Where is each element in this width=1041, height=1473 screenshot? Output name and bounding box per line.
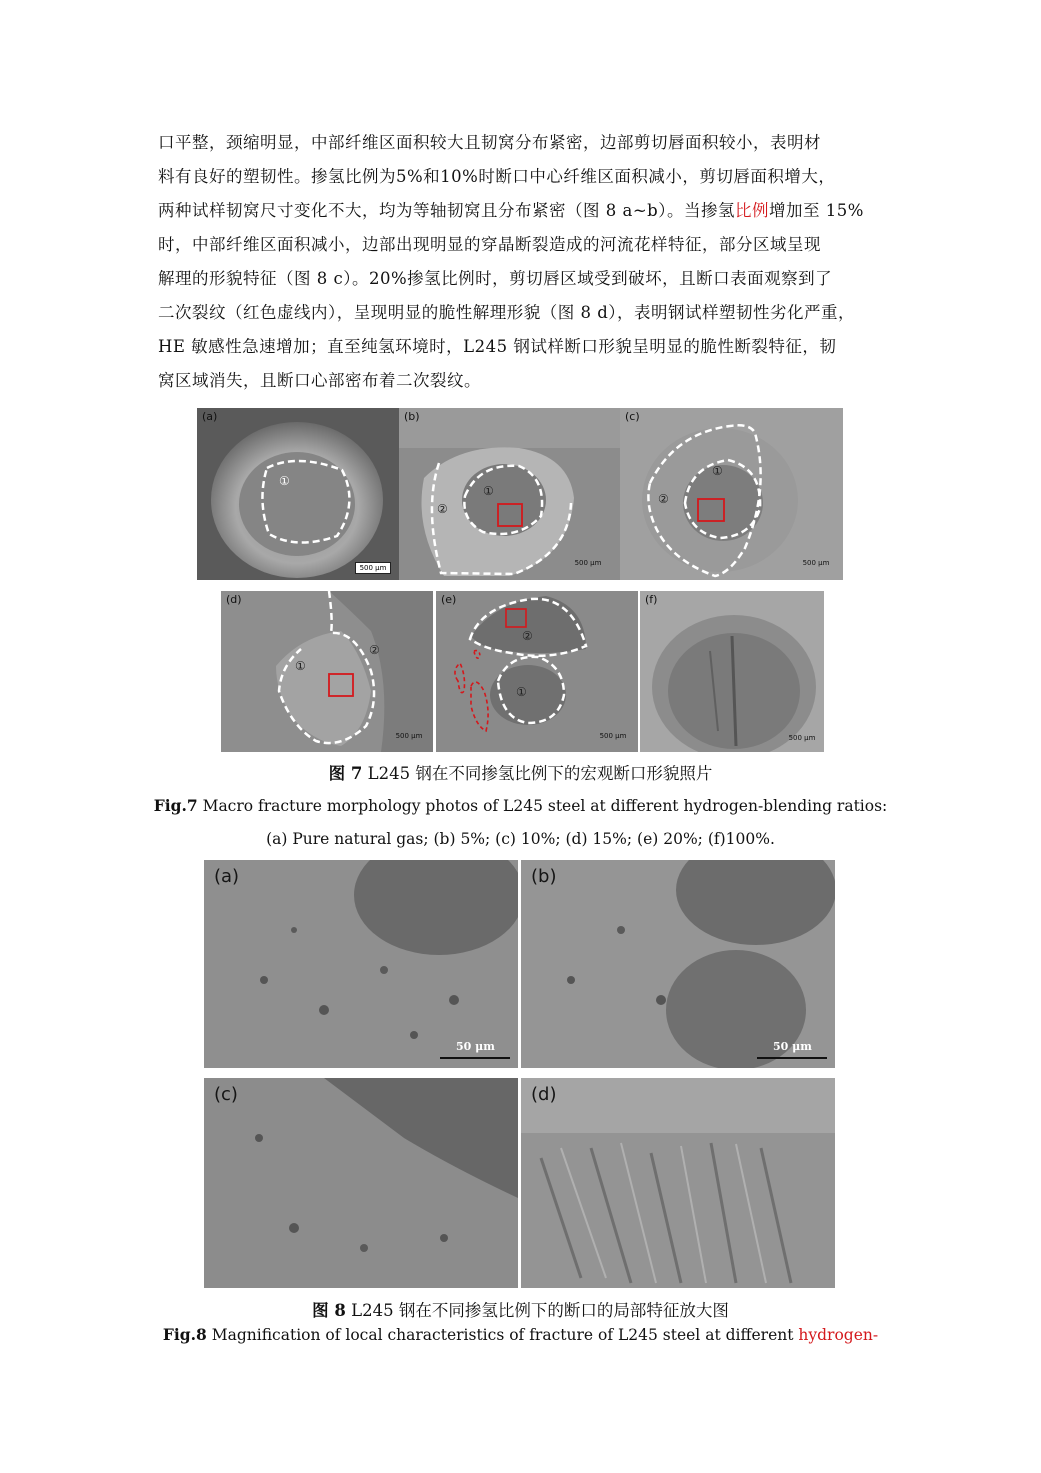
- fig7-c-scalebar: 500 μm: [802, 559, 830, 567]
- para-line-1: 口平整，颈缩明显，中部纤维区面积较大且韧窝分布紧密，边部剪切唇面积较小，表明材: [158, 133, 821, 152]
- para-line-2: 料有良好的塑韧性。掺氢比例为5%和10%时断口中心纤维区面积减小，剪切唇面积增大，: [158, 167, 836, 186]
- fig7-caption-en-text: Macro fracture morphology photos of L245 steel at different hydrogen-blending ratios:: [197, 797, 888, 815]
- fig7-e-scalebar: 500 μm: [599, 732, 627, 740]
- fig7-caption-cn-bold: 图 7: [328, 764, 363, 783]
- fig7-d-marker-1: ①: [295, 659, 306, 673]
- fig7-label-d: (d): [226, 593, 242, 606]
- fig7-b-marker-2: ②: [437, 502, 448, 516]
- fig8-label-c: (c): [214, 1084, 238, 1105]
- fig7-photo-b: [399, 408, 620, 580]
- para-red-term: 比例: [734, 201, 769, 220]
- fig7-a-marker-1: ①: [279, 474, 290, 488]
- fig8-a-scale-line: [440, 1057, 510, 1059]
- fig8-b-scale-label: 50 μm: [773, 1040, 812, 1053]
- para-line-6: 二次裂纹（红色虚线内），呈现明显的脆性解理形貌（图 8 d），表明钢试样塑韧性劣化严重，: [158, 303, 856, 322]
- fig8-photo-c: [204, 1078, 518, 1288]
- fig7-caption-en: [0, 796, 1041, 815]
- fig8-b-scale-line: [757, 1057, 827, 1059]
- fig7-c-marker-2: ②: [658, 492, 669, 506]
- fig7-photo-d: [221, 591, 433, 752]
- fig8-photo-b: [521, 860, 835, 1068]
- fig8-caption-en-bold: Fig.8: [162, 1325, 207, 1344]
- fig7-photo-c: [620, 408, 843, 580]
- fig7-d-marker-2: ②: [369, 643, 380, 657]
- para-line-7: HE 敏感性急速增加；直至纯氢环境时，L245 钢试样断口形貌呈明显的脆性断裂特征，韧: [158, 337, 837, 356]
- fig7-caption-en-bold: Fig.7: [153, 796, 198, 815]
- fig7-f-scalebar: 500 μm: [788, 734, 816, 742]
- fig7-label-f: (f): [645, 593, 658, 606]
- fig8-caption-cn: [0, 1297, 1041, 1321]
- fig7-label-c: (c): [625, 410, 640, 423]
- fig8-a-scale-label: 50 μm: [456, 1040, 495, 1053]
- fig7-photo-e: [436, 591, 638, 752]
- fig8-caption-cn-text: L245 钢在不同掺氢比例下的断口的局部特征放大图: [345, 1301, 729, 1320]
- fig8-label-b: (b): [531, 866, 557, 887]
- fig8-caption-en: [0, 1325, 1041, 1344]
- fig8-label-a: (a): [214, 866, 240, 887]
- para-line-8: 窝区域消失，且断口心部密布着二次裂纹。: [158, 371, 481, 390]
- fig7-photo-f: [640, 591, 824, 752]
- fig8-caption-en-red: hydrogen-: [798, 1326, 879, 1344]
- fig8-caption-cn-bold: 图 8: [312, 1301, 346, 1320]
- fig7-caption-en-line2: (a) Pure natural gas; (b) 5%; (c) 10%; (d) 15%; (e) 20%; (f)100%.: [266, 830, 775, 848]
- para-line-3-tail: 增加至 15%: [768, 201, 864, 220]
- fig7-c-marker-1: ①: [712, 464, 723, 478]
- fig8-photo-a: [204, 860, 518, 1068]
- fig7-b-scalebar: 500 μm: [574, 559, 602, 567]
- fig7-a-scalebar: 500 μm: [355, 562, 391, 574]
- fig7-caption-cn-text: L245 钢在不同掺氢比例下的宏观断口形貌照片: [362, 764, 713, 783]
- fig7-photo-a: [197, 408, 399, 580]
- para-line-5: 解理的形貌特征（图 8 c）。20%掺氢比例时，剪切唇区域受到破坏，且断口表面观察到了: [158, 269, 833, 288]
- para-line-4: 时，中部纤维区面积减小，边部出现明显的穿晶断裂造成的河流花样特征，部分区域呈现: [158, 235, 821, 254]
- fig7-d-scalebar: 500 μm: [395, 732, 423, 740]
- fig7-e-marker-2: ②: [522, 629, 533, 643]
- para-line-3-head: 两种试样韧窝尺寸变化不大，均为等轴韧窝且分布紧密（图 8 a~b）。当掺氢: [158, 201, 735, 220]
- fig7-label-b: (b): [404, 410, 420, 423]
- body-paragraph: [158, 126, 886, 398]
- fig8-photo-d: [521, 1078, 835, 1288]
- fig7-e-marker-1: ①: [516, 685, 527, 699]
- fig7-label-e: (e): [441, 593, 457, 606]
- fig7-label-a: (a): [202, 410, 218, 423]
- fig8-label-d: (d): [531, 1084, 557, 1105]
- fig7-caption-cn: [0, 760, 1041, 784]
- para-line-3: [158, 194, 886, 228]
- fig7-b-marker-1: ①: [483, 484, 494, 498]
- fig8-caption-en-text: Magnification of local characteristics of fracture of L245 steel at different: [206, 1326, 799, 1344]
